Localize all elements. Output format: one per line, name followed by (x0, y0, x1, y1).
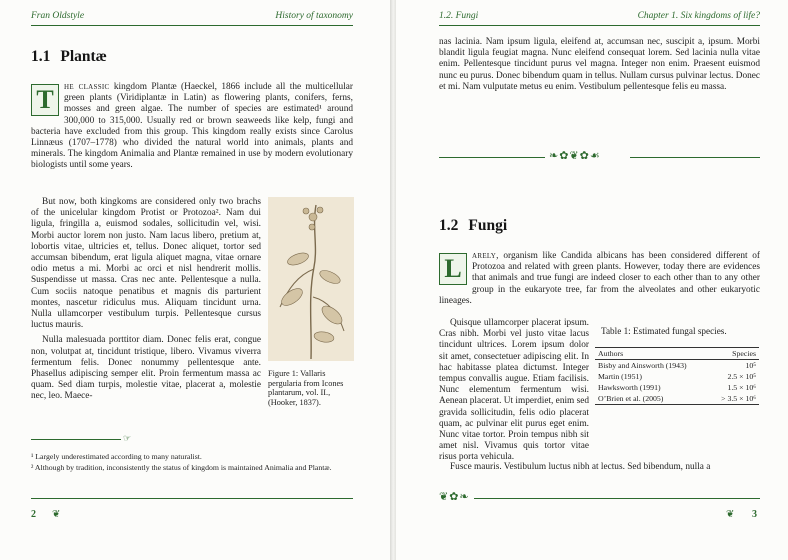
section-title: Plantæ (60, 48, 107, 65)
section-title: Fungi (468, 217, 508, 234)
left-page (0, 0, 392, 560)
intro-text: kingdom Plantæ (Haeckel, 1866 include all the multicellular green plants (Viridiplantæ in Latin) as flowering plants, conifers, ferns, mosses and green algae. The number of species are estimated¹ around 300,000 to 315,000. Usually red or brown seaweeds like kelp, fungi and bacteria have excluded from this group. This kingdom really exists since Carolus Linnæus (1707–1778) who divided the natural world into animals, plants and minerals. The kingdom Animalia and Plantæ remained in use by modern evolutionary biologists until some years. (31, 82, 353, 171)
floral-ornament-icon: ❧✿❦✿☙ (549, 150, 601, 162)
body-text-bottom (439, 462, 760, 477)
botanical-plate-icon (268, 197, 354, 361)
section-heading (31, 48, 107, 66)
footnote-2: ² Although by tradition, inconsistently the status of kingdom is maintained Animalia and Plantæ. (31, 463, 332, 472)
paragraph-3: Nulla malesuada porttitor diam. Donec felis erat, congue non, volutpat at, tincidunt tristique, libero. Vivamus viverra fermentum felis. Donec nonummy pellentesque ante. Phasellus adipiscing semper elit. Proin fermentum massa ac quam. Sed diam turpis, molestie vitae, placerat a, molestie nec, leo. Maece- (31, 335, 261, 402)
footnote-1: ¹ Largely underestimated according to many naturalist. (31, 452, 202, 461)
leaf-icon: ❦ (52, 509, 61, 520)
intro-paragraph (439, 251, 760, 311)
intro-paragraph (31, 82, 353, 176)
paragraph-3: Fusce mauris. Vestibulum luctus nibh at lectus. Sed bibendum, nulla a (450, 462, 711, 472)
table-row (595, 382, 759, 393)
footer-rule (439, 498, 760, 499)
header-rule (439, 25, 760, 26)
floral-ornament-icon: ❦✿❧ (439, 490, 474, 503)
table-row (595, 371, 759, 382)
table-cell-species: 10⁵ (745, 361, 756, 370)
ornament-rule-right (630, 157, 760, 158)
page-number: 2 (31, 509, 36, 520)
fungal-species-table (595, 347, 759, 405)
table-cell-species: 1.5 × 10⁶ (727, 383, 756, 392)
table-cell-author: O’Brien et al. (2005) (595, 393, 709, 405)
body-text-wrap (31, 197, 261, 407)
running-header-author: Fran Oldstyle (31, 11, 85, 21)
running-header-chapter: Chapter 1. Six kingdoms of life? (637, 11, 760, 21)
leaf-icon: ❦ (726, 509, 735, 520)
table-cell-species: > 3.5 × 10⁶ (709, 393, 759, 405)
carry-over-text: nas lacinia. Nam ipsum ligula, eleifend at, accumsan nec, suscipit a, ipsum. Morbi blandit ligula feugiat magna. Nunc eleifend consequat lorem. Sed lacinia nulla vitae enim. Pellentesque tincidunt purus vel magna. Integer non enim. Praesent euismod nunc eu purus. Donec bibendum quam in tellus. Nullam cursus pulvinar lectus. Donec et mi. Nam vulputate metus eu enim. Vestibulum pellentesque felis eu massa. (439, 37, 760, 92)
body-text-wrap (439, 318, 589, 468)
dropcap: L (439, 253, 467, 285)
page-number: 3 (752, 509, 757, 520)
section-heading (439, 217, 507, 235)
dropcap: T (31, 84, 59, 116)
pointing-hand-icon: ☞ (123, 433, 132, 443)
figure-illustration (268, 197, 354, 361)
carry-over-paragraph (439, 37, 760, 97)
header-rule (31, 25, 353, 26)
footer-rule (31, 498, 353, 499)
table-cell-author: Hawksworth (1991) (598, 383, 661, 392)
intro-text: organism like Candida albicans has been considered different of Protozoa and related with green plants. However, today there are evidences that animals and true fungi are indeed closer to each other than to any other group in the eukaryote tree, far from the alveolates and other eukaryotic lineages. (439, 251, 760, 306)
table-header-authors: Authors (595, 348, 709, 360)
table-header-species: Species (709, 348, 759, 360)
table-cell-species: 2.5 × 10⁵ (727, 372, 756, 381)
paragraph-2: Quisque ullamcorper placerat ipsum. Cras nibh. Morbi vel justo vitae lacus tincidunt ultrices. Lorem ipsum dolor sit amet, consectetuer adipiscing elit. In hac habitasse platea dictumst. Integer tempus convallis augue. Etiam facilisis. Nunc elementum fermentum wisi. Aenean placerat. Ut imperdiet, enim sed gravida sollicitudin, felis odio placerat quam, ac pulvinar elit purus eget enim. Nunc vitae tortor. Proin tempus nibh sit amet nisl. Vivamus quis tortor vitae risus porta vehicula. (439, 318, 589, 463)
figure-caption: Figure 1: Vallaris pergularia from Icones plantarum, vol. II., (Hooker, 1837). (268, 369, 344, 407)
paragraph-2: But now, both kingkoms are considered only two brachs of the unicelular kingdom Protist or Protozoa². Nam dui ligula, fringilla a, euismod sodales, sollicitudin vel, wisi. Morbi auctor lorem non justo. Nam lacus libero, pretium at, lobortis vitae, ultricies et, tellus. Donec aliquet, tortor sed accumsan bibendum, erat ligula aliquet magna, vitae ornare odio metus a mi. Morbi ac orci et nisl hendrerit mollis. Suspendisse ut massa. Cras nec ante. Pellentesque a nulla. Cum sociis natoque penatibus et magnis dis parturient montes, nascetur ridiculus mus. Aliquam tincidunt urna. Nulla ullamcorper vestibulum turpis. Pellentesque cursus luctus mauris. (31, 197, 261, 331)
section-number: 1.1 (31, 48, 51, 65)
table-row (595, 393, 759, 405)
running-header-title: History of taxonomy (275, 11, 353, 21)
table-row (595, 360, 759, 372)
table-caption: Table 1: Estimated fungal species. (601, 326, 727, 336)
running-header-section: 1.2. Fungi (439, 11, 479, 21)
section-number: 1.2 (439, 217, 459, 234)
intro-small-caps: he classic (64, 82, 110, 92)
table-cell-author: Bisby and Ainsworth (1943) (598, 361, 687, 370)
footnote-rule (31, 439, 121, 440)
intro-small-caps: arely, (472, 251, 499, 261)
table-cell-author: Martin (1951) (598, 372, 642, 381)
right-page (396, 0, 788, 560)
ornament-rule-left (439, 157, 545, 158)
